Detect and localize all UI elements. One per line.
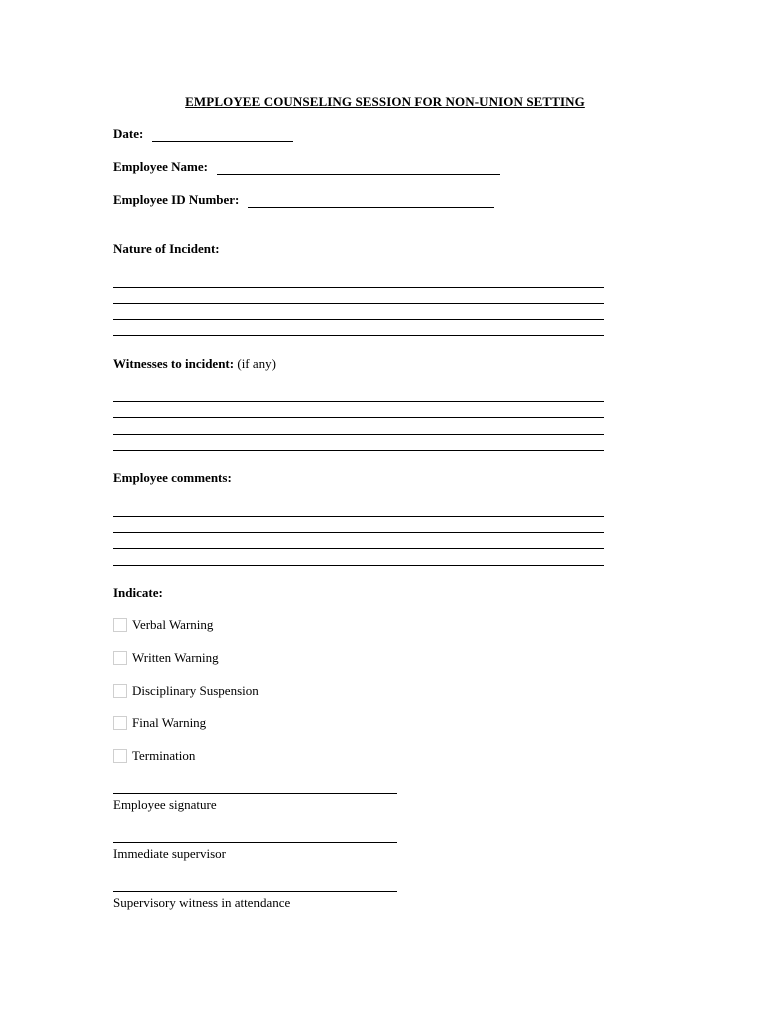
nature-line-3[interactable] bbox=[113, 319, 604, 320]
employee-id-field bbox=[113, 192, 494, 208]
employee-id-input-line[interactable] bbox=[248, 195, 494, 208]
comments-line-4[interactable] bbox=[113, 565, 604, 566]
employee-signature-label: Employee signature bbox=[113, 797, 217, 812]
employee-name-input-line[interactable] bbox=[217, 162, 500, 175]
checkbox[interactable] bbox=[113, 716, 127, 730]
indicate-label: Indicate: bbox=[113, 585, 163, 600]
employee-name-field bbox=[113, 159, 500, 175]
date-input-line[interactable] bbox=[152, 129, 293, 142]
employee-name-label: Employee Name: bbox=[113, 159, 208, 174]
comments-line-1[interactable] bbox=[113, 516, 604, 517]
nature-line-4[interactable] bbox=[113, 335, 604, 336]
option-label: Final Warning bbox=[132, 715, 207, 730]
option-termination[interactable] bbox=[113, 748, 195, 764]
form-title: EMPLOYEE COUNSELING SESSION FOR NON-UNION SETTING bbox=[185, 94, 585, 109]
witnesses-line-1[interactable] bbox=[113, 401, 604, 402]
option-written-warning[interactable] bbox=[113, 650, 219, 666]
checkbox[interactable] bbox=[113, 749, 127, 763]
checkbox[interactable] bbox=[113, 651, 127, 665]
employee-id-label: Employee ID Number: bbox=[113, 192, 240, 207]
witnesses-label: Witnesses to incident: bbox=[113, 356, 235, 371]
option-label: Written Warning bbox=[132, 650, 219, 665]
supervisory-witness-line[interactable] bbox=[113, 891, 397, 892]
witnesses-label-row bbox=[113, 356, 276, 372]
checkbox[interactable] bbox=[113, 618, 127, 632]
immediate-supervisor-label: Immediate supervisor bbox=[113, 846, 226, 861]
immediate-supervisor-line[interactable] bbox=[113, 842, 397, 843]
date-field bbox=[113, 126, 293, 142]
option-label: Verbal Warning bbox=[132, 617, 214, 632]
nature-line-1[interactable] bbox=[113, 287, 604, 288]
witnesses-line-2[interactable] bbox=[113, 417, 604, 418]
comments-line-3[interactable] bbox=[113, 548, 604, 549]
nature-of-incident-label: Nature of Incident: bbox=[113, 241, 220, 256]
witnesses-note: (if any) bbox=[237, 356, 276, 371]
option-disciplinary-suspension[interactable] bbox=[113, 683, 259, 699]
witnesses-line-4[interactable] bbox=[113, 450, 604, 451]
employee-signature-line[interactable] bbox=[113, 793, 397, 794]
option-label: Termination bbox=[132, 748, 196, 763]
option-verbal-warning[interactable] bbox=[113, 617, 213, 633]
supervisory-witness-label: Supervisory witness in attendance bbox=[113, 895, 291, 910]
nature-line-2[interactable] bbox=[113, 303, 604, 304]
comments-line-2[interactable] bbox=[113, 532, 604, 533]
option-final-warning[interactable] bbox=[113, 715, 206, 731]
witnesses-line-3[interactable] bbox=[113, 434, 604, 435]
checkbox[interactable] bbox=[113, 684, 127, 698]
employee-comments-label: Employee comments: bbox=[113, 470, 232, 485]
option-label: Disciplinary Suspension bbox=[132, 683, 259, 698]
date-label: Date: bbox=[113, 126, 144, 141]
